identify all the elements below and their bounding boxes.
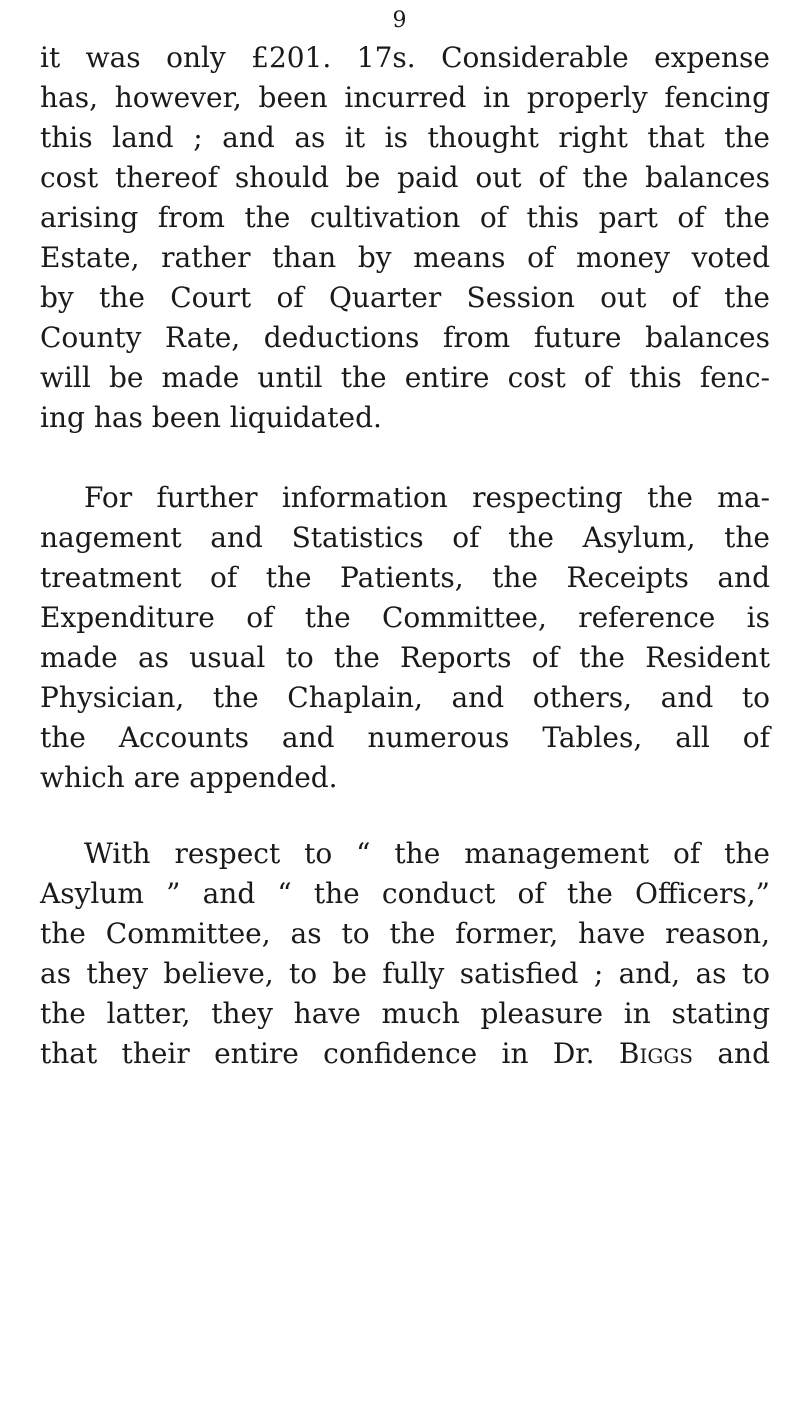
text-line: as they believe, to be fully satisfied ; and, as to bbox=[40, 957, 770, 990]
text-line: For further information respecting the ma- bbox=[84, 481, 770, 514]
text-line: nagement and Statistics of the Asylum, the bbox=[40, 521, 770, 554]
text-line: Physician, the Chaplain, and others, and to bbox=[40, 681, 770, 714]
text-line-suffix: and bbox=[717, 1037, 771, 1070]
text-line: by the Court of Quarter Session out of the bbox=[40, 281, 770, 314]
paragraph-management-of-asylum bbox=[40, 834, 770, 1074]
text-line: the Accounts and numerous Tables, all of bbox=[40, 721, 770, 754]
text-line: cost thereof should be paid out of the balances bbox=[40, 161, 770, 194]
text-line: arising from the cultivation of this part of the bbox=[40, 201, 770, 234]
text-line: Expenditure of the Committee, reference is bbox=[40, 601, 770, 634]
text-line: which are appended. bbox=[40, 761, 338, 794]
text-line: the latter, they have much pleasure in stating bbox=[40, 997, 770, 1030]
text-line: made as usual to the Reports of the Resident bbox=[40, 641, 770, 674]
text-line: has, however, been incurred in properly fencing bbox=[40, 81, 770, 114]
text-line-prefix: that their entire confidence in Dr. bbox=[40, 1037, 595, 1070]
text-line: this land ; and as it is thought right that the bbox=[40, 121, 770, 154]
physician-name: Biggs bbox=[618, 1037, 694, 1070]
text-line: With respect to “ the management of the bbox=[84, 837, 770, 870]
text-line: treatment of the Patients, the Receipts and bbox=[40, 561, 770, 594]
text-line: ing has been liquidated. bbox=[40, 401, 382, 434]
paragraph-further-information bbox=[40, 478, 770, 798]
paragraph-fencing-expense bbox=[40, 38, 770, 438]
text-line: Estate, rather than by means of money voted bbox=[40, 241, 770, 274]
text-line: it was only £201. 17s. Considerable expense bbox=[40, 41, 770, 74]
text-line: the Committee, as to the former, have reason, bbox=[40, 917, 770, 950]
text-line: County Rate, deductions from future balances bbox=[40, 321, 770, 354]
page-number: 9 bbox=[392, 8, 408, 33]
text-line: Asylum ” and “ the conduct of the Officers,” bbox=[40, 877, 770, 910]
text-line-last bbox=[40, 1034, 770, 1074]
text-line: will be made until the entire cost of this fenc- bbox=[40, 361, 770, 394]
